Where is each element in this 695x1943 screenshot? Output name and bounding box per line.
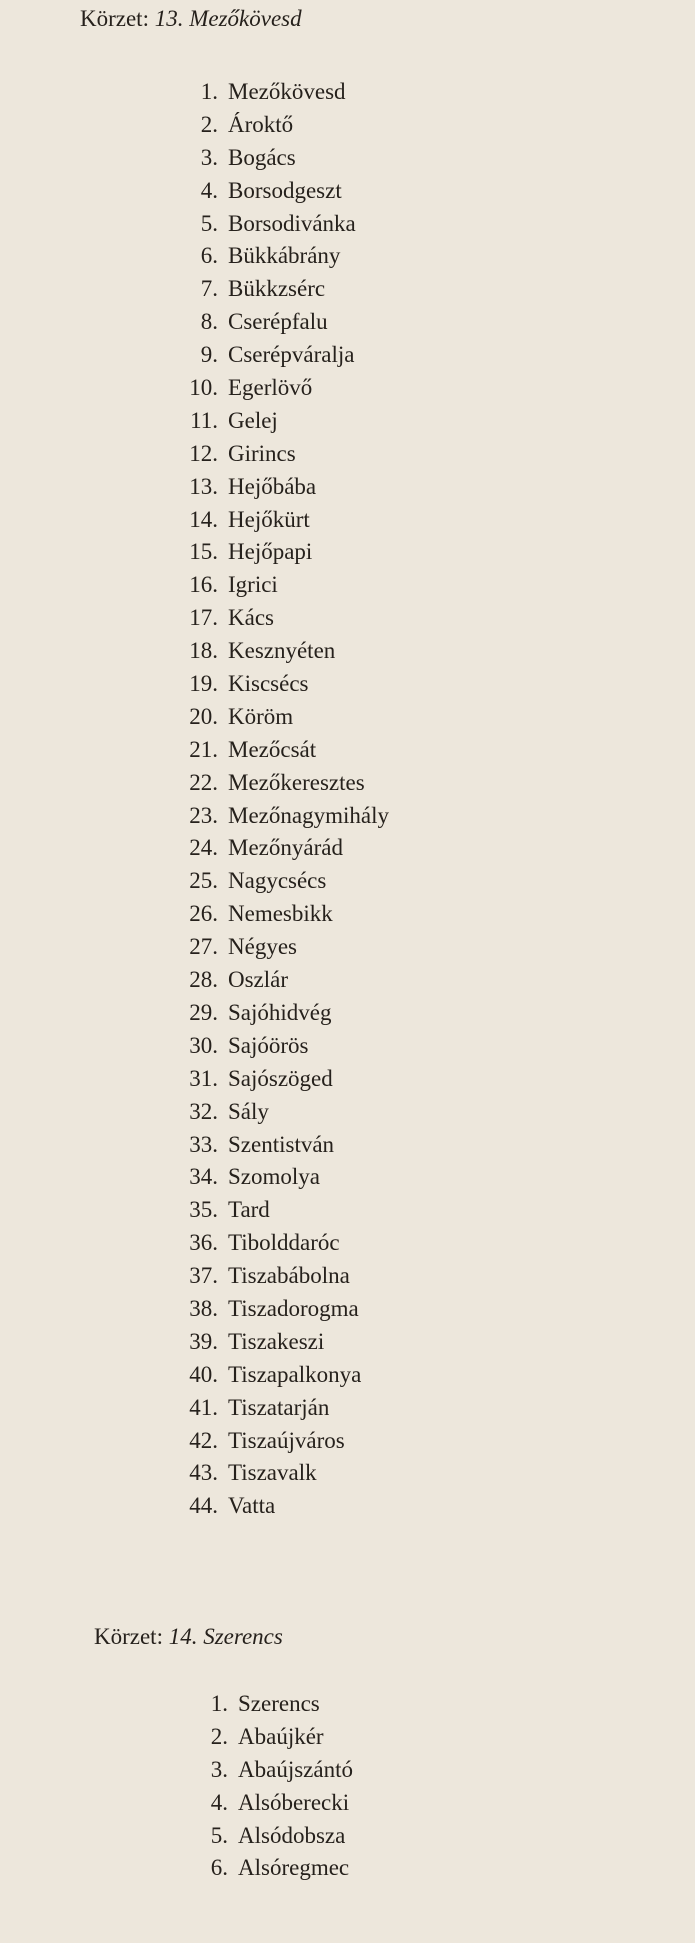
item-number: 18. [189, 638, 218, 664]
settlement-name: Alsódobsza [238, 1822, 346, 1848]
settlement-name: Sajóhidvég [228, 999, 332, 1025]
settlement-name: Tiszatarján [228, 1394, 330, 1420]
settlement-name: Gelej [228, 407, 278, 433]
settlement-name: Girincs [228, 440, 296, 466]
item-number: 41. [189, 1394, 218, 1420]
settlement-name: Oszlár [228, 967, 289, 993]
district-name: Szerencs [203, 1624, 283, 1649]
item-number: 26. [189, 901, 218, 927]
item-number: 1. [210, 1691, 228, 1716]
item-number: 38. [189, 1295, 218, 1321]
settlement-name: Mezőcsát [228, 736, 317, 762]
settlement-name: Borsodgeszt [228, 177, 342, 203]
settlement-name: Mezőnagymihály [228, 802, 389, 828]
item-number: 25. [189, 868, 218, 894]
item-number: 32. [189, 1098, 218, 1124]
item-number: 31. [189, 1065, 218, 1091]
district-heading-mezokovesd [80, 4, 302, 34]
settlement-name: Négyes [228, 934, 297, 960]
settlement-name: Tiszakeszi [228, 1328, 325, 1354]
item-number: 17. [189, 605, 218, 631]
item-number: 6. [210, 1855, 228, 1881]
district-number: 14. [168, 1624, 198, 1649]
item-number: 5. [200, 210, 218, 236]
item-number: 19. [189, 671, 218, 697]
settlement-name: Mezőkövesd [228, 79, 346, 104]
settlement-name: Köröm [228, 703, 294, 729]
item-number: 14. [189, 506, 218, 532]
item-number: 11. [190, 407, 218, 433]
item-number: 3. [210, 1756, 228, 1782]
item-number: 4. [210, 1789, 228, 1815]
item-number: 34. [189, 1164, 218, 1190]
settlement-name: Abaújszántó [238, 1756, 353, 1782]
item-number: 8. [200, 309, 218, 335]
item-number: 6. [200, 243, 218, 269]
settlement-name: Sajóörös [228, 1032, 309, 1058]
item-number: 9. [200, 342, 218, 368]
item-number: 20. [189, 703, 218, 729]
item-number: 28. [189, 967, 218, 993]
item-number: 7. [200, 276, 218, 302]
settlement-name: Hejőkürt [228, 506, 310, 532]
item-number: 35. [189, 1197, 218, 1223]
settlement-name: Nemesbikk [228, 901, 333, 927]
item-number: 36. [189, 1230, 218, 1256]
item-number: 12. [189, 440, 218, 466]
settlement-name: Bükkzsérc [228, 276, 326, 302]
district-number: 13. [154, 6, 184, 31]
settlement-name: Hejőpapi [228, 539, 313, 565]
item-number: 30. [189, 1032, 218, 1058]
settlement-name: Bogács [228, 144, 296, 170]
item-number: 29. [189, 999, 218, 1025]
settlement-name: Kács [228, 605, 274, 631]
settlement-name: Cserépváralja [228, 342, 355, 368]
settlement-name: Vatta [228, 1493, 276, 1519]
item-number: 1. [200, 79, 218, 104]
item-number: 2. [210, 1723, 228, 1749]
settlement-name: Igrici [228, 572, 278, 598]
settlement-name: Szentistván [228, 1131, 335, 1157]
settlement-name: Sály [228, 1098, 269, 1124]
item-number: 24. [189, 835, 218, 861]
settlement-name: Szomolya [228, 1164, 320, 1190]
settlement-name: Tibolddaróc [228, 1230, 340, 1256]
settlement-name: Alsóberecki [238, 1789, 350, 1815]
settlement-name: Tard [228, 1197, 270, 1223]
district-heading-szerencs [94, 1622, 283, 1652]
settlement-name: Cserépfalu [228, 309, 328, 335]
district-label: Körzet: [94, 1624, 163, 1649]
settlement-name: Sajószöged [228, 1065, 333, 1091]
item-number: 42. [189, 1427, 218, 1453]
item-number: 5. [210, 1822, 228, 1848]
settlement-name: Mezőkeresztes [228, 769, 365, 795]
settlement-name: Tiszavalk [228, 1460, 317, 1486]
settlement-name: Szerencs [238, 1691, 320, 1716]
settlement-name: Mezőnyárád [228, 835, 343, 861]
settlement-name: Tiszadorogma [228, 1295, 359, 1321]
settlement-name: Tiszabábolna [228, 1263, 350, 1289]
item-number: 3. [200, 144, 218, 170]
settlement-name: Ároktő [228, 111, 294, 137]
item-number: 23. [189, 802, 218, 828]
settlement-name: Bükkábrány [228, 243, 341, 269]
item-number: 37. [189, 1263, 218, 1289]
item-number: 2. [200, 111, 218, 137]
settlement-name: Alsóregmec [238, 1855, 350, 1881]
item-number: 13. [189, 473, 218, 499]
item-number: 21. [189, 736, 218, 762]
item-number: 43. [189, 1460, 218, 1486]
settlement-name: Nagycsécs [228, 868, 327, 894]
item-number: 22. [189, 769, 218, 795]
item-number: 39. [189, 1328, 218, 1354]
settlement-name: Abaújkér [238, 1723, 324, 1749]
item-number: 15. [189, 539, 218, 565]
item-number: 40. [189, 1361, 218, 1387]
item-number: 10. [189, 375, 218, 401]
district-label: Körzet: [80, 6, 149, 31]
item-number: 16. [189, 572, 218, 598]
item-number: 44. [189, 1493, 218, 1519]
settlement-name: Borsodivánka [228, 210, 356, 236]
item-number: 27. [189, 934, 218, 960]
settlement-name: Egerlövő [228, 375, 313, 401]
settlement-name: Tiszaújváros [228, 1427, 345, 1453]
settlement-name: Tiszapalkonya [228, 1361, 362, 1387]
item-number: 33. [189, 1131, 218, 1157]
settlement-name: Hejőbába [228, 473, 317, 499]
item-number: 4. [200, 177, 218, 203]
settlement-name: Kesznyéten [228, 638, 336, 664]
district-name: Mezőkövesd [189, 6, 302, 31]
settlement-name: Kiscsécs [228, 671, 309, 697]
